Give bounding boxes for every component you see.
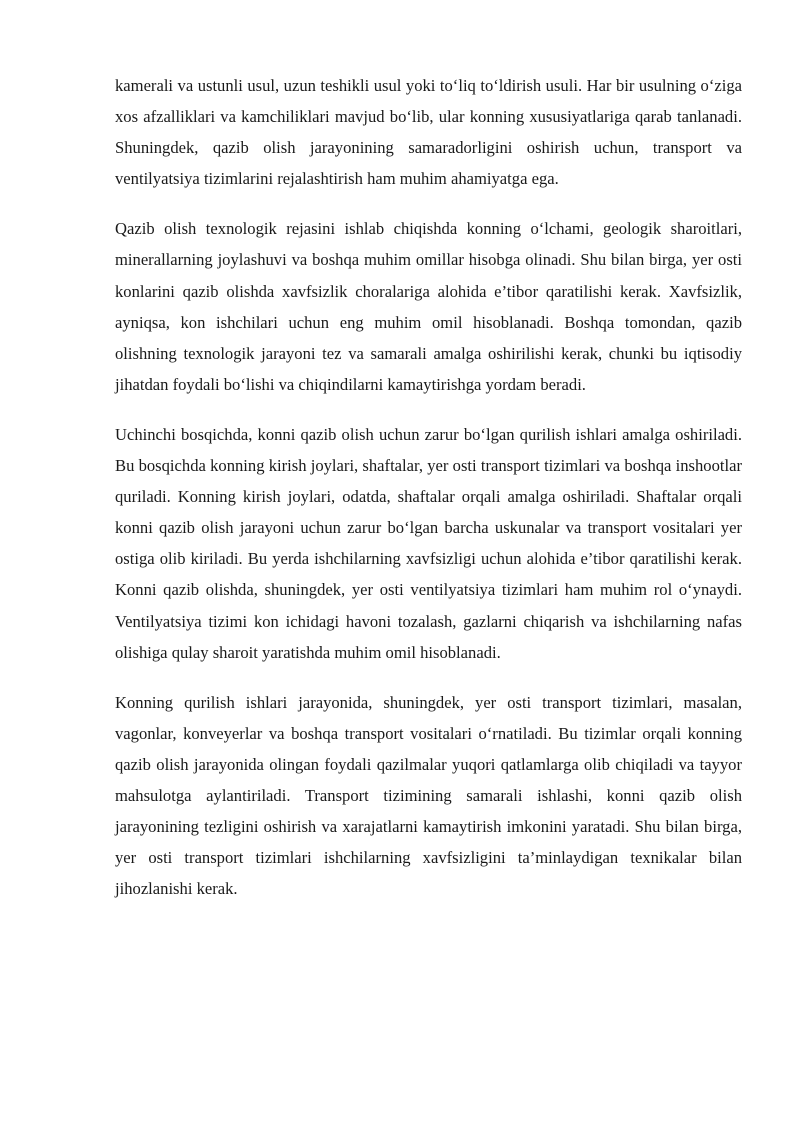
paragraph-4: Konning qurilish ishlari jarayonida, shuningdek, yer osti transport tizimlari, masalan, vagonlar, konveyerlar va boshqa transport vositalari o‘rnatiladi. Bu tizimlar orqali konning qazib olish jarayonida olingan foydali qazilmalar yuqori qatlamlarga olib chiqiladi va tayyor mahsulotga aylantiriladi. Transport tizimining samarali ishlashi, konni qazib olish jarayonining tezligini oshirish va xarajatlarni kamaytirish imkonini yaratadi. Shu bilan birga, yer osti transport tizimlari ishchilarning xavfsizligini ta’minlaydigan texnikalar bilan jihozlanishi kerak. (115, 692, 742, 899)
paragraph-3: Uchinchi bosqichda, konni qazib olish uchun zarur bo‘lgan qurilish ishlari amalga oshiriladi. Bu bosqichda konning kirish joylari, shaftalar, yer osti transport tizimlari va boshqa inshootlar quriladi. Konning kirish joylari, odatda, shaftalar orqali amalga oshiriladi. Shaftalar orqali konni qazib olish jarayoni uchun zarur bo‘lgan barcha uskunalar va transport vositalari yer ostiga olib kiriladi. Bu yerda ishchilarning xavfsizligi uchun alohida e’tibor qaratilishi kerak. Konni qazib olishda, shuningdek, yer osti ventilyatsiya tizimlari ham muhim rol o‘ynaydi. Ventilyatsiya tizimi kon ichidagi havoni tozalash, gazlarni chiqarish va ishchilarning nafas olishiga qulay sharoit yaratishda muhim omil hisoblanadi. (115, 424, 742, 662)
paragraph-2: Qazib olish texnologik rejasini ishlab chiqishda konning o‘lchami, geologik sharoitlari, minerallarning joylashuvi va boshqa muhim omillar hisobga olinadi. Shu bilan birga, yer osti konlarini qazib olishda xavfsizlik choralariga alohida e’tibor qaratilishi kerak. Xavfsizlik, ayniqsa, kon ishchilari uchun eng muhim omil hisoblanadi. Boshqa tomondan, qazib olishning texnologik jarayoni tez va samarali amalga oshirilishi kerak, chunki bu iqtisodiy jihatdan foydali bo‘lishi va chiqindilarni kamaytirishga yordam beradi. (115, 219, 742, 394)
document-body (115, 70, 742, 923)
paragraph-1: kamerali va ustunli usul, uzun teshikli usul yoki to‘liq to‘ldirish usuli. Har bir usulning o‘ziga xos afzalliklari va kamchiliklari mavjud bo‘lib, ular konning xususiyatlariga qarab tanlanadi. Shuningdek, qazib olish jarayonining samaradorligini oshirish uchun, transport va ventilyatsiya tizimlarini rejalashtirish ham muhim ahamiyatga ega. (115, 76, 742, 189)
